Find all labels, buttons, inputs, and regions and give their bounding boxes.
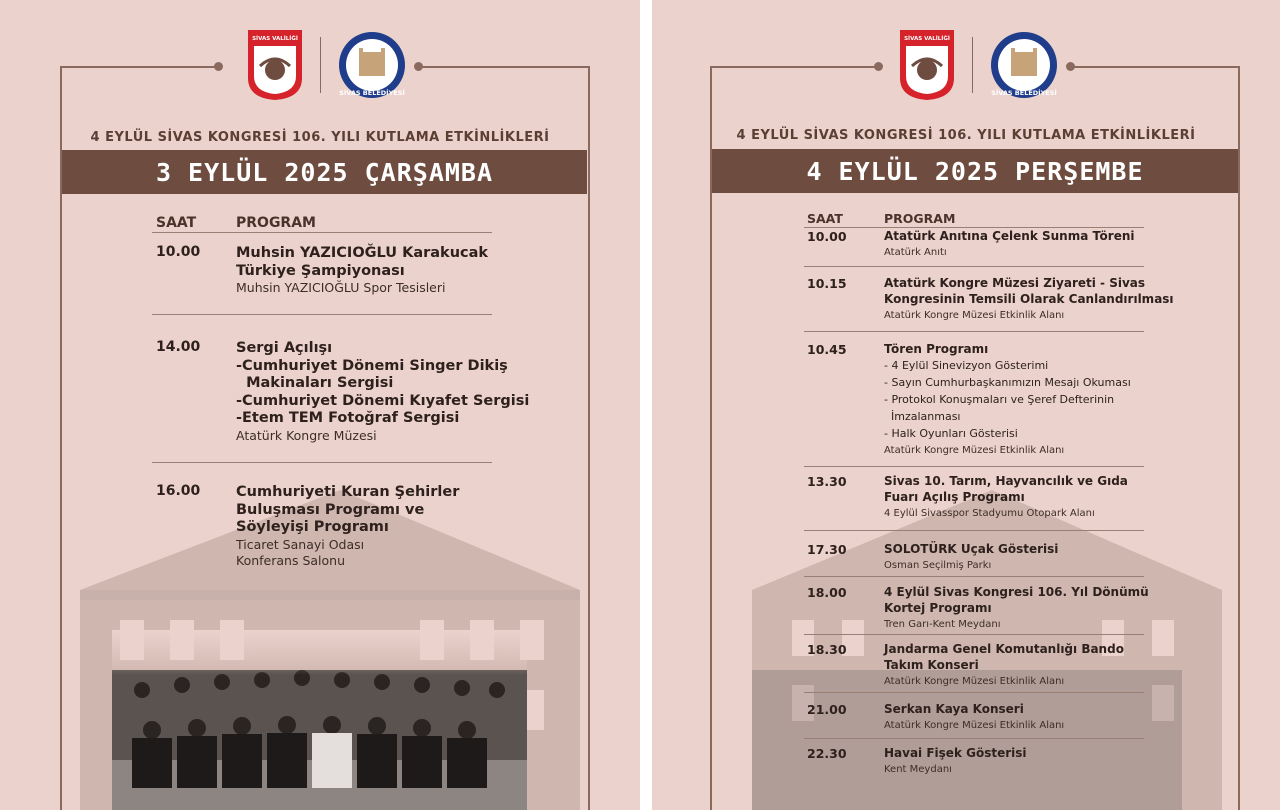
event-venue: 4 Eylül Sivasspor Stadyumu Otopark Alanı bbox=[884, 508, 1095, 519]
sivas-municipality-emblem bbox=[989, 30, 1059, 100]
event-venue: Ticaret Sanayi Odası bbox=[236, 536, 365, 552]
event-venue: Atatürk Kongre Müzesi Etkinlik Alanı bbox=[884, 676, 1065, 687]
event-time: 22.30 bbox=[807, 746, 847, 761]
event-title: Makinaları Sergisi bbox=[236, 375, 394, 391]
event-venue: Konferans Salonu bbox=[236, 552, 346, 568]
event-venue: Atatürk Kongre Müzesi Etkinlik Alanı bbox=[884, 310, 1065, 321]
event-supertitle: 4 EYLÜL SİVAS KONGRESİ 106. YILI KUTLAMA ETKİNLİKLERİ bbox=[90, 130, 550, 145]
event-time: 16.00 bbox=[156, 483, 201, 499]
row-divider bbox=[804, 692, 1144, 693]
row-divider bbox=[804, 331, 1144, 332]
event-title: Türkiye Şampiyonası bbox=[236, 262, 405, 279]
program-bullet: - Halk Oyunları Gösterisi bbox=[884, 427, 1018, 440]
program-column-header: PROGRAM bbox=[236, 215, 316, 231]
event-title: Serkan Kaya Konseri bbox=[884, 702, 1024, 716]
event-title: Cumhuriyeti Kuran Şehirler bbox=[236, 484, 460, 500]
event-venue: Atatürk Kongre Müzesi Etkinlik Alanı bbox=[884, 445, 1065, 456]
event-title: -Cumhuriyet Dönemi Kıyafet Sergisi bbox=[236, 392, 530, 409]
event-title: Fuarı Açılış Programı bbox=[884, 490, 1025, 504]
event-time: 13.30 bbox=[807, 474, 847, 489]
event-title: Söyleyişi Programı bbox=[236, 519, 389, 535]
svg-text:SİVAS VALİLİĞİ: SİVAS VALİLİĞİ bbox=[904, 36, 950, 42]
row-divider bbox=[152, 462, 492, 463]
program-bullet: - 4 Eylül Sinevizyon Gösterimi bbox=[884, 359, 1049, 372]
date-banner: 4 EYLÜL 2025 PERŞEMBE bbox=[712, 149, 1238, 193]
header-divider bbox=[804, 227, 1144, 228]
time-column-header: SAAT bbox=[807, 211, 843, 226]
frame-line bbox=[710, 66, 880, 68]
event-title: 4 Eylül Sivas Kongresi 106. Yıl Dönümü bbox=[884, 585, 1149, 599]
event-supertitle: 4 EYLÜL SİVAS KONGRESİ 106. YILI KUTLAMA ETKİNLİKLERİ bbox=[736, 128, 1196, 143]
row-divider bbox=[804, 576, 1144, 577]
header-divider bbox=[152, 232, 492, 233]
event-title: SOLOTÜRK Uçak Gösterisi bbox=[884, 542, 1059, 556]
logo-divider bbox=[320, 37, 321, 93]
program-bullet: - Sayın Cumhurbaşkanımızın Mesajı Okuması bbox=[884, 376, 1131, 389]
svg-text:SİVAS BELEDİYESİ: SİVAS BELEDİYESİ bbox=[339, 89, 405, 97]
frame-dot bbox=[874, 62, 883, 71]
event-title: Kortej Programı bbox=[884, 601, 992, 615]
event-title: Muhsin YAZICIOĞLU Karakucak bbox=[236, 245, 489, 261]
svg-text:SİVAS BELEDİYESİ: SİVAS BELEDİYESİ bbox=[991, 89, 1057, 97]
frame-dot bbox=[214, 62, 223, 71]
row-divider bbox=[804, 466, 1144, 467]
event-title: Atatürk Anıtına Çelenk Sunma Töreni bbox=[884, 229, 1135, 243]
event-time: 17.30 bbox=[807, 542, 847, 557]
event-title: Takım Konseri bbox=[884, 658, 979, 672]
program-bullet: İmzalanması bbox=[884, 410, 961, 423]
historical-group-photo bbox=[112, 630, 527, 810]
logo-row bbox=[898, 28, 1059, 102]
frame-line bbox=[1072, 66, 1240, 68]
event-time: 10.00 bbox=[156, 244, 201, 260]
frame-line bbox=[1238, 66, 1240, 810]
program-poster-day2 bbox=[652, 0, 1280, 810]
event-time: 10.45 bbox=[807, 342, 847, 357]
event-title: Tören Programı bbox=[884, 342, 989, 356]
sivas-governorship-emblem bbox=[246, 28, 304, 102]
event-title: Havai Fişek Gösterisi bbox=[884, 746, 1027, 760]
event-venue: Muhsin YAZICIOĞLU Spor Tesisleri bbox=[236, 280, 446, 295]
event-venue: Atatürk Kongre Müzesi bbox=[236, 427, 377, 443]
logo-divider bbox=[972, 37, 973, 93]
sivas-governorship-emblem bbox=[898, 28, 956, 102]
event-time: 14.00 bbox=[156, 339, 201, 355]
frame-line bbox=[420, 66, 590, 68]
event-venue: Atatürk Anıtı bbox=[884, 247, 947, 258]
svg-text:SİVAS VALİLİĞİ: SİVAS VALİLİĞİ bbox=[252, 36, 298, 42]
row-divider bbox=[152, 314, 492, 315]
event-venue: Tren Garı-Kent Meydanı bbox=[884, 619, 1001, 630]
event-time: 18.30 bbox=[807, 642, 847, 657]
frame-dot bbox=[1066, 62, 1075, 71]
frame-line bbox=[588, 66, 590, 810]
frame-line bbox=[60, 66, 220, 68]
event-title: Buluşması Programı ve bbox=[236, 501, 425, 518]
event-time: 10.00 bbox=[807, 229, 847, 244]
time-column-header: SAAT bbox=[156, 215, 197, 231]
event-time: 18.00 bbox=[807, 585, 847, 600]
frame-dot bbox=[414, 62, 423, 71]
program-column-header: PROGRAM bbox=[884, 211, 956, 226]
event-title: Atatürk Kongre Müzesi Ziyareti - Sivas bbox=[884, 276, 1146, 290]
row-divider bbox=[804, 530, 1144, 531]
event-time: 21.00 bbox=[807, 702, 847, 717]
event-title: Sergi Açılışı bbox=[236, 340, 333, 356]
row-divider bbox=[804, 634, 1144, 635]
row-divider bbox=[804, 266, 1144, 267]
row-divider bbox=[804, 738, 1144, 739]
event-time: 10.15 bbox=[807, 276, 847, 291]
event-title: -Cumhuriyet Dönemi Singer Dikiş bbox=[236, 357, 508, 374]
event-venue: Atatürk Kongre Müzesi Etkinlik Alanı bbox=[884, 720, 1065, 731]
date-banner: 3 EYLÜL 2025 ÇARŞAMBA bbox=[62, 150, 587, 194]
event-title: Kongresinin Temsili Olarak Canlandırılması bbox=[884, 292, 1174, 306]
sivas-municipality-emblem bbox=[337, 30, 407, 100]
event-venue: Osman Seçilmiş Parkı bbox=[884, 560, 992, 571]
event-title: -Etem TEM Fotoğraf Sergisi bbox=[236, 410, 460, 426]
event-title: Sivas 10. Tarım, Hayvancılık ve Gıda bbox=[884, 474, 1128, 488]
event-title: Jandarma Genel Komutanlığı Bando bbox=[884, 642, 1124, 656]
event-venue: Kent Meydanı bbox=[884, 764, 952, 775]
program-bullet: - Protokol Konuşmaları ve Şeref Defterinin bbox=[884, 393, 1115, 406]
logo-row bbox=[246, 28, 407, 102]
